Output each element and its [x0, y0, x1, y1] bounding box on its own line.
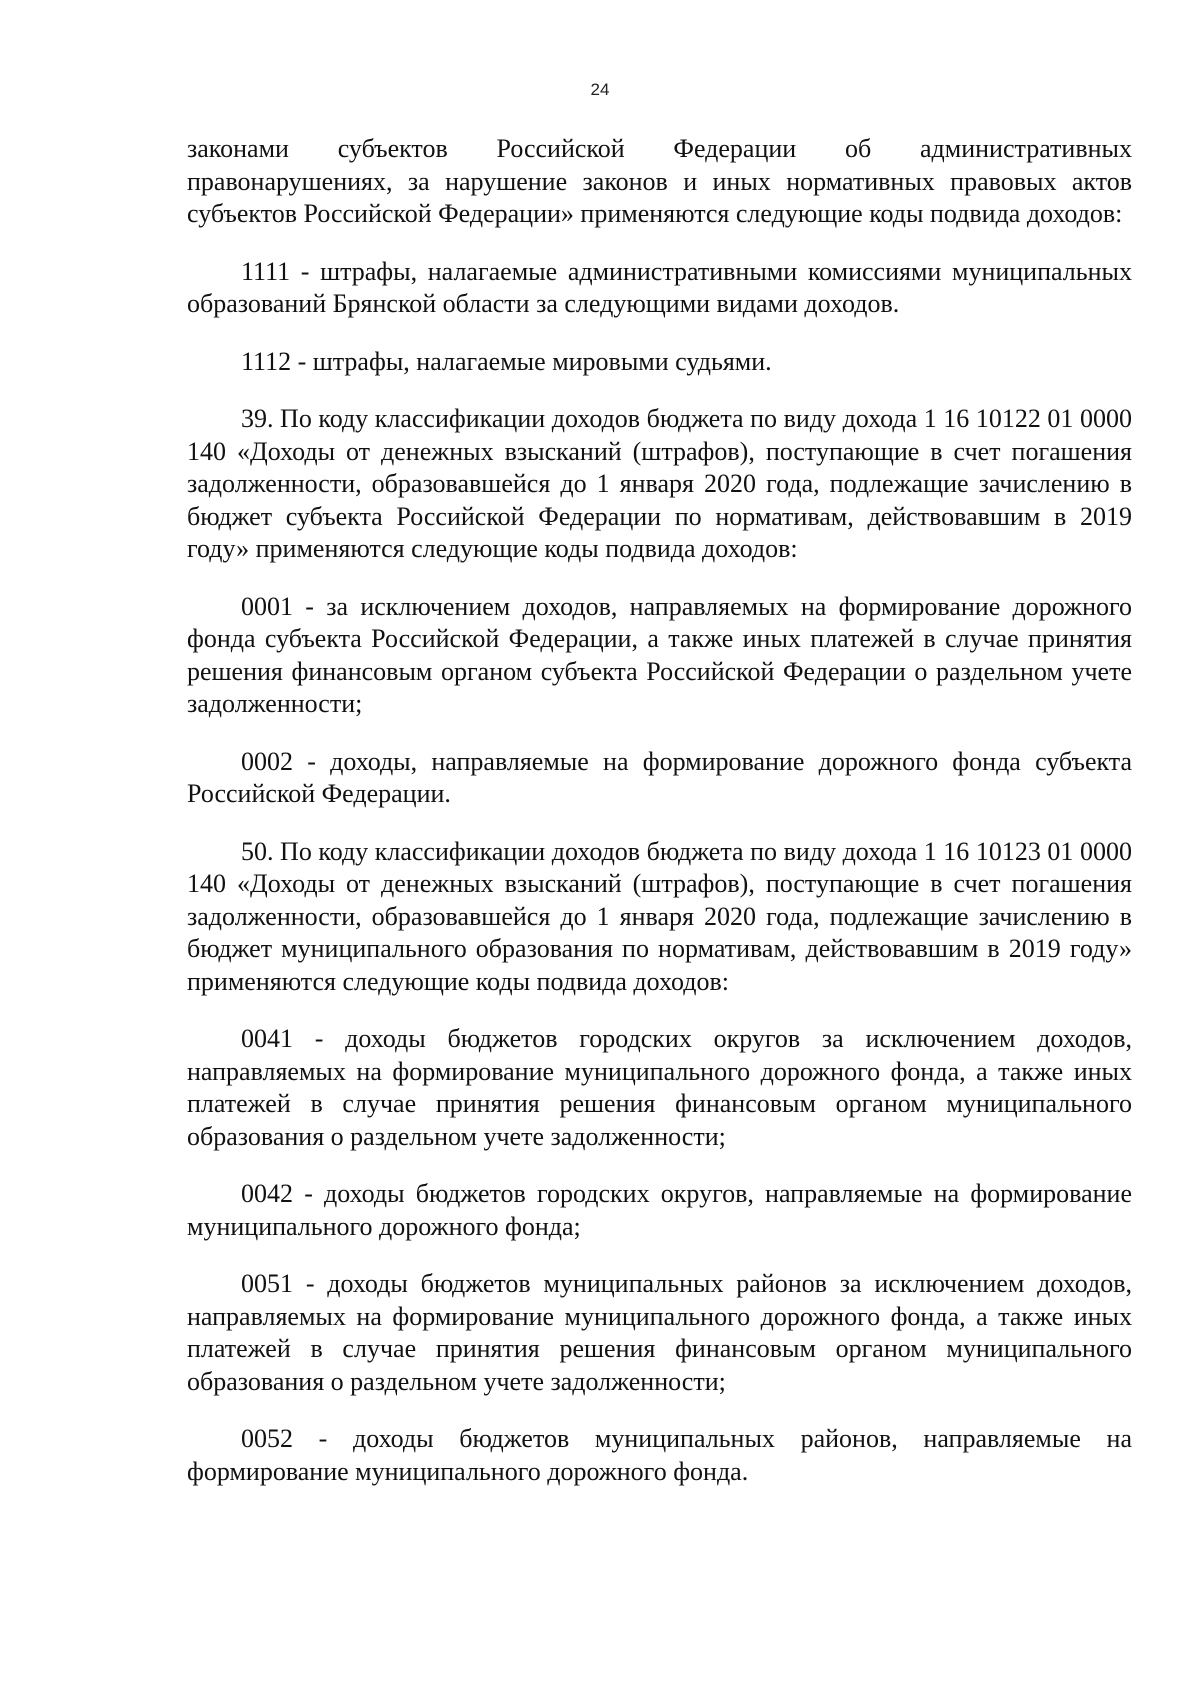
- paragraph-code-1112: 1112 - штрафы, налагаемые мировыми судьями.: [241, 346, 772, 376]
- paragraph-code-0002: 0002 - доходы, направляемые на формирование дорожного фонда субъекта Российской Федерации.: [187, 746, 1132, 808]
- paragraph-continuation: законами субъектов Российской Федерации об административных правонарушениях, за нарушение законов и иных нормативных правовых актов субъектов Российской Федерации» применяются следующие коды подвида доходов:: [187, 134, 1132, 228]
- document-body: [187, 133, 1132, 1513]
- paragraph-code-0042: 0042 - доходы бюджетов городских округов, направляемые на формирование муниципального дорожного фонда;: [187, 1179, 1132, 1241]
- paragraph-code-1111: 1111 - штрафы, налагаемые административными комиссиями муниципальных образований Брянской области за следующими видами доходов.: [187, 256, 1132, 318]
- paragraph-code-0001: 0001 - за исключением доходов, направляемых на формирование дорожного фонда субъекта Российской Федерации, а также иных платежей в случае принятия решения финансовым органом субъекта Российской Федерации о раздельном учете задолженности;: [187, 591, 1132, 718]
- paragraph-item-50: 50. По коду классификации доходов бюджета по виду дохода 1 16 10123 01 0000 140 «Доходы от денежных взысканий (штрафов), поступающие в счет погашения задолженности, образовавшейся до 1 января 2020 года, подлежащие зачислению в бюджет муниципального образования по нормативам, действовавшим в 2019 году» применяются следующие коды подвида доходов:: [187, 836, 1132, 996]
- paragraph-code-0052: 0052 - доходы бюджетов муниципальных районов, направляемые на формирование муниципального дорожного фонда.: [187, 1424, 1132, 1486]
- paragraph-code-0041: 0041 - доходы бюджетов городских округов за исключением доходов, направляемых на формирование муниципального дорожного фонда, а также иных платежей в случае принятия решения финансовым органом муниципального образования о раздельном учете задолженности;: [187, 1024, 1132, 1151]
- paragraph-item-39: 39. По коду классификации доходов бюджета по виду дохода 1 16 10122 01 0000 140 «Доходы от денежных взысканий (штрафов), поступающие в счет погашения задолженности, образовавшейся до 1 января 2020 года, подлежащие зачислению в бюджет субъекта Российской Федерации по нормативам, действовавшим в 2019 году» применяются следующие коды подвида доходов:: [187, 404, 1132, 563]
- paragraph-code-0051: 0051 - доходы бюджетов муниципальных районов за исключением доходов, направляемых на формирование муниципального дорожного фонда, а также иных платежей в случае принятия решения финансовым органом муниципального образования о раздельном учете задолженности;: [187, 1269, 1132, 1396]
- page-number: 24: [590, 80, 610, 99]
